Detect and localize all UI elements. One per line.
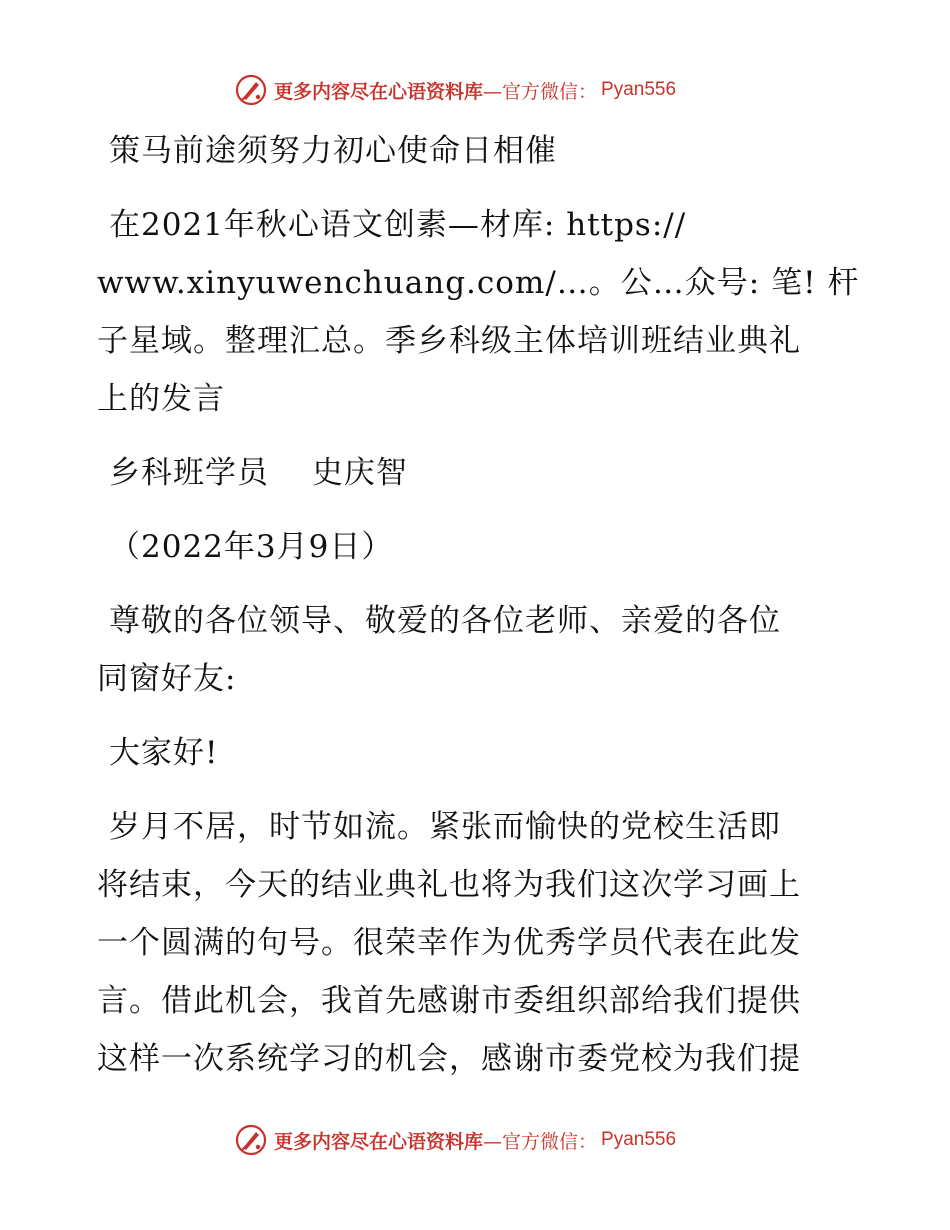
footer-watermark — [234, 1120, 714, 1160]
watermark-separator: —官方微信： — [483, 1130, 598, 1153]
body-line: 言。借此机会，我首先感谢市委组织部给我们提供 — [97, 983, 801, 1019]
body-line: 岁月不居，时节如流。紧张而愉快的党校生活即 — [109, 809, 781, 845]
document-body — [97, 122, 860, 1088]
watermark-text: 更多内容尽在心语资料库 — [274, 80, 484, 103]
body-line: 将结束，今天的结业典礼也将为我们这次学习画上 — [97, 867, 801, 903]
intro-line: 子星域。整理汇总。季乡科级主体培训班结业典礼 — [97, 323, 801, 359]
intro-line: 在2021年秋心语文创素—材库: https:// — [109, 207, 687, 243]
document-title: 策马前途须努力初心使命日相催 — [109, 133, 557, 169]
author-line: 乡科班学员 史庆智 — [109, 455, 408, 491]
header-watermark — [234, 70, 714, 110]
watermark-separator: —官方微信： — [483, 80, 598, 103]
salutation-line: 同窗好友: — [97, 661, 237, 697]
body-line: 一个圆满的句号。很荣幸作为优秀学员代表在此发 — [97, 925, 801, 961]
intro-line: www.xinyuwenchuang.com/…。公…众号: 笔! 杆 — [97, 265, 860, 301]
watermark-wechat-id: Pyan556 — [601, 79, 677, 100]
greeting-line: 大家好! — [109, 735, 219, 771]
quill-pen-logo-icon — [234, 73, 268, 107]
intro-line: 上的发言 — [97, 381, 225, 417]
salutation-line: 尊敬的各位领导、敬爱的各位老师、亲爱的各位 — [109, 603, 781, 639]
watermark-wechat-id: Pyan556 — [601, 1129, 677, 1150]
watermark-text: 更多内容尽在心语资料库 — [274, 1130, 484, 1153]
date-line: （2022年3月9日） — [109, 529, 394, 565]
quill-pen-logo-icon — [234, 1123, 268, 1157]
body-line: 这样一次系统学习的机会，感谢市委党校为我们提 — [97, 1041, 801, 1077]
